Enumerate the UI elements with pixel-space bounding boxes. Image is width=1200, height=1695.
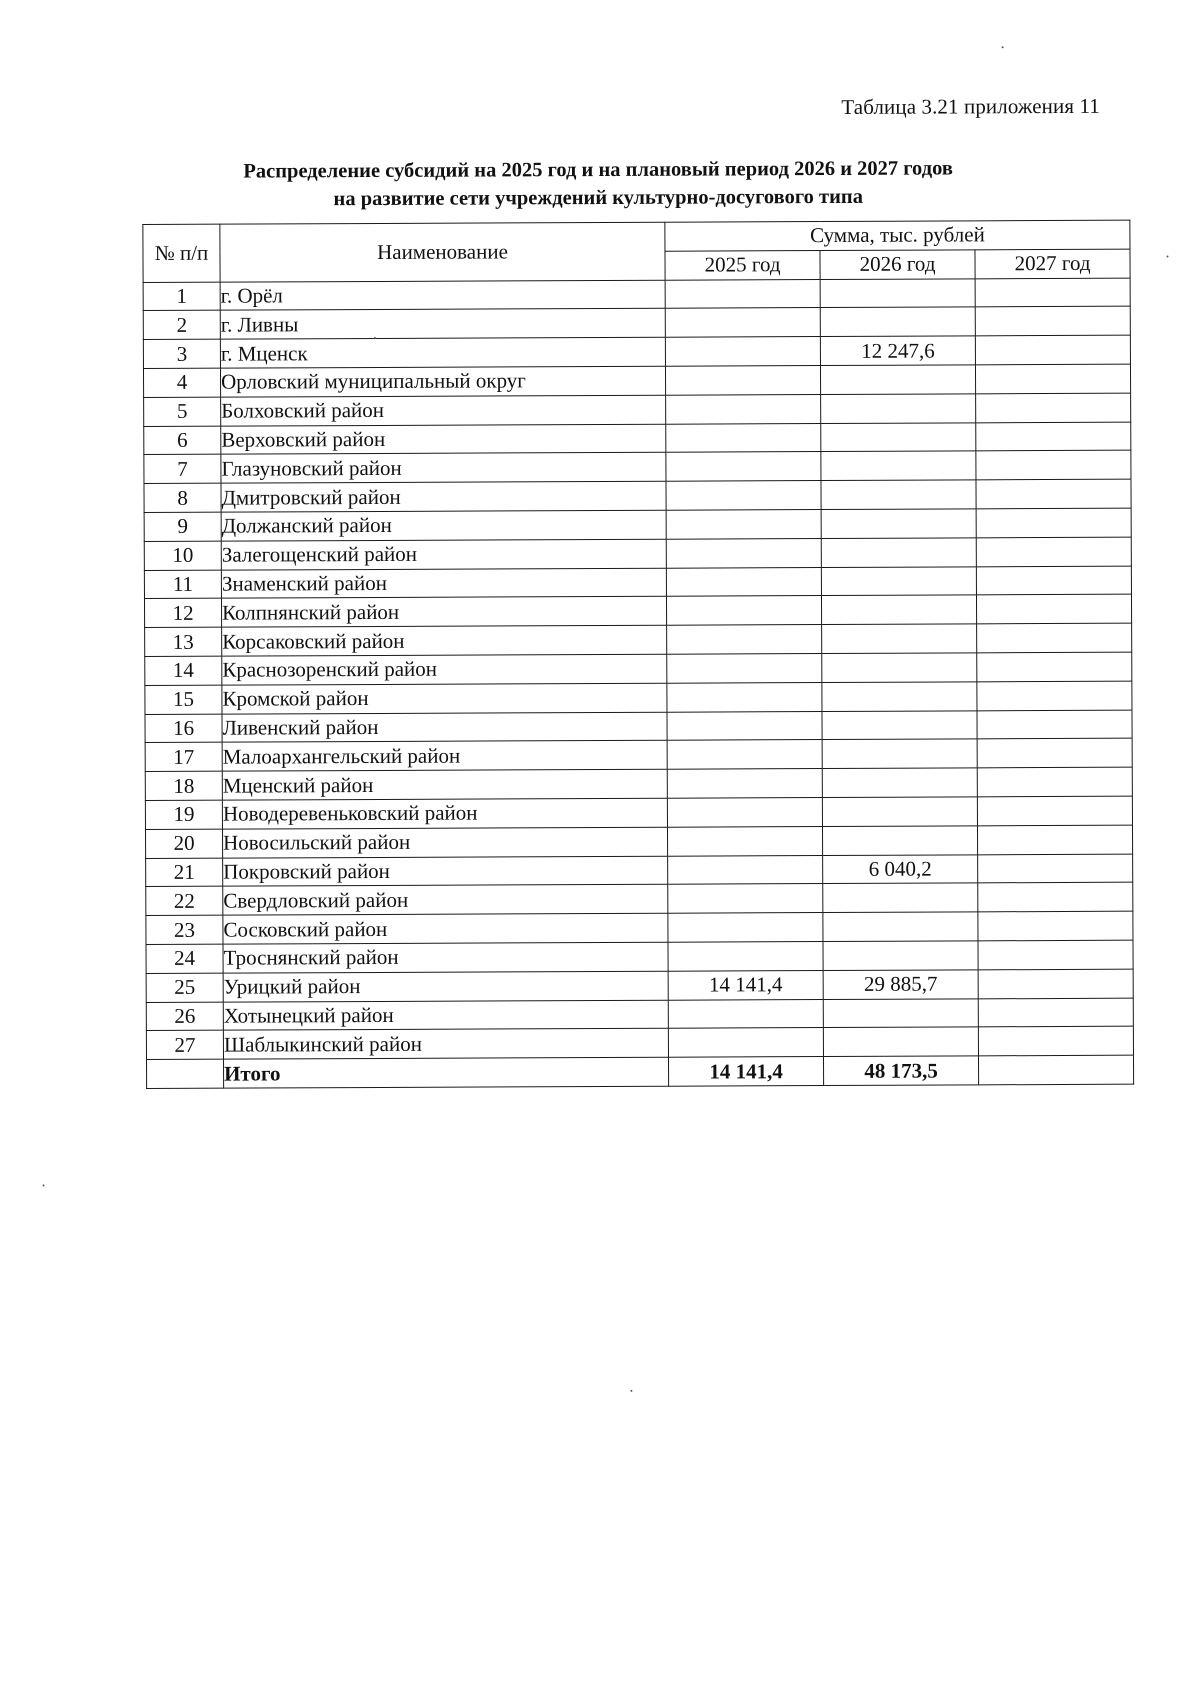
cell-name: Орловский муниципальный округ xyxy=(220,366,665,397)
cell-y2026 xyxy=(822,826,977,855)
cell-y2025 xyxy=(665,308,820,337)
cell-name: г. Мценск xyxy=(220,337,665,368)
cell-name: Хотынецкий район xyxy=(223,1000,668,1031)
total-cell-y2027 xyxy=(978,1055,1133,1084)
scan-speck xyxy=(1002,46,1004,48)
cell-name: Корсаковский район xyxy=(222,625,667,656)
cell-name: Шаблыкинский район xyxy=(223,1029,668,1060)
cell-name: Мценский район xyxy=(222,769,667,800)
scan-speck xyxy=(630,1390,632,1392)
cell-name: Знаменский район xyxy=(221,568,666,599)
table-row xyxy=(145,796,1132,829)
table-row xyxy=(146,911,1133,944)
cell-name: Покровский район xyxy=(223,856,668,887)
table-row xyxy=(145,681,1132,714)
cell-y2026: 6 040,2 xyxy=(823,854,978,883)
scan-speck xyxy=(374,337,376,339)
cell-y2025 xyxy=(666,452,821,481)
cell-y2027 xyxy=(978,1026,1133,1055)
cell-y2026 xyxy=(821,394,976,423)
table-row xyxy=(144,479,1131,512)
cell-y2027 xyxy=(977,623,1132,652)
subsidy-table xyxy=(142,220,1134,1089)
table-row xyxy=(144,595,1131,628)
cell-num: 27 xyxy=(146,1030,223,1059)
cell-num: 20 xyxy=(145,829,222,858)
table-row xyxy=(146,969,1133,1002)
table-row xyxy=(144,508,1131,541)
cell-y2025 xyxy=(666,481,821,510)
cell-y2025 xyxy=(667,625,822,654)
table-body xyxy=(143,278,1134,1089)
cell-num: 15 xyxy=(145,685,222,714)
cell-y2027 xyxy=(975,335,1130,364)
cell-y2027 xyxy=(975,307,1130,336)
cell-y2025 xyxy=(667,826,822,855)
cell-num: 11 xyxy=(144,570,221,599)
cell-y2026 xyxy=(822,797,977,826)
table-row xyxy=(145,652,1132,685)
cell-name: Глазуновский район xyxy=(221,453,666,484)
cell-y2025 xyxy=(667,797,822,826)
cell-y2027 xyxy=(977,767,1132,796)
cell-name: Краснозоренский район xyxy=(222,654,667,685)
cell-y2026 xyxy=(823,1027,978,1056)
cell-num: 7 xyxy=(144,455,221,484)
cell-num: 2 xyxy=(143,311,220,340)
cell-y2027 xyxy=(976,537,1131,566)
cell-y2026 xyxy=(821,595,976,624)
cell-y2027 xyxy=(977,652,1132,681)
cell-num: 22 xyxy=(146,886,223,915)
cell-y2026 xyxy=(822,768,977,797)
cell-name: Должанский район xyxy=(221,510,666,541)
table-row xyxy=(144,422,1131,455)
cell-y2027 xyxy=(976,422,1131,451)
cell-y2025: 14 141,4 xyxy=(668,970,823,999)
cell-y2025 xyxy=(667,769,822,798)
cell-y2027 xyxy=(977,739,1132,768)
title-line-2: на развитие сети учреждений культурно-досугового типа xyxy=(333,185,863,211)
cell-y2027 xyxy=(976,479,1131,508)
cell-num: 24 xyxy=(146,944,223,973)
header-year-2026: 2026 год xyxy=(820,250,975,279)
table-row xyxy=(144,451,1131,484)
cell-y2025 xyxy=(668,884,823,913)
document-title xyxy=(148,154,1048,214)
cell-y2027 xyxy=(977,796,1132,825)
cell-y2025 xyxy=(666,538,821,567)
cell-num: 25 xyxy=(146,973,223,1002)
cell-num: 12 xyxy=(144,599,221,628)
header-name: Наименование xyxy=(220,222,665,282)
cell-num: 6 xyxy=(144,426,221,455)
cell-y2026 xyxy=(823,998,978,1027)
cell-y2026 xyxy=(821,451,976,480)
cell-y2027 xyxy=(978,969,1133,998)
total-row xyxy=(147,1055,1134,1088)
cell-y2027 xyxy=(977,681,1132,710)
table-row xyxy=(144,393,1131,426)
table-row xyxy=(146,940,1133,973)
cell-y2026 xyxy=(823,941,978,970)
cell-name: г. Орёл xyxy=(220,280,665,311)
cell-num: 18 xyxy=(145,771,222,800)
table-row xyxy=(146,883,1133,916)
table-row xyxy=(143,278,1130,311)
total-cell-y2026: 48 173,5 xyxy=(823,1056,978,1085)
cell-num: 14 xyxy=(145,656,222,685)
cell-y2026 xyxy=(823,912,978,941)
cell-y2025 xyxy=(667,682,822,711)
cell-num: 10 xyxy=(144,541,221,570)
cell-num: 19 xyxy=(145,800,222,829)
cell-name: Болховский район xyxy=(221,395,666,426)
scan-speck xyxy=(1167,256,1169,258)
cell-y2025 xyxy=(666,510,821,539)
cell-y2027 xyxy=(976,595,1131,624)
table-row xyxy=(145,623,1132,656)
cell-y2025 xyxy=(666,596,821,625)
cell-num: 1 xyxy=(143,282,220,311)
cell-y2027 xyxy=(976,451,1131,480)
header-sum: Сумма, тыс. рублей xyxy=(665,220,1130,251)
cell-y2025 xyxy=(665,366,820,395)
table-row xyxy=(146,854,1133,887)
cell-num: 9 xyxy=(144,512,221,541)
cell-y2025 xyxy=(668,999,823,1028)
cell-y2026 xyxy=(821,566,976,595)
table-row xyxy=(143,335,1130,368)
header-num: № п/п xyxy=(143,224,220,282)
cell-y2026 xyxy=(820,307,975,336)
cell-y2026 xyxy=(823,883,978,912)
title-line-1: Распределение субсидий на 2025 год и на плановый период 2026 и 2027 годов xyxy=(243,157,953,183)
table-row xyxy=(143,307,1130,340)
total-cell-name: Итого xyxy=(224,1057,669,1088)
cell-y2027 xyxy=(976,566,1131,595)
cell-name: Залегощенский район xyxy=(221,539,666,570)
cell-y2025 xyxy=(668,1028,823,1057)
cell-y2027 xyxy=(978,998,1133,1027)
cell-name: Сосковский район xyxy=(223,913,668,944)
cell-y2026 xyxy=(820,278,975,307)
cell-y2026 xyxy=(822,682,977,711)
cell-y2026 xyxy=(822,653,977,682)
cell-y2027 xyxy=(975,364,1130,393)
cell-name: Троснянский район xyxy=(223,942,668,973)
cell-y2026: 12 247,6 xyxy=(820,336,975,365)
cell-num: 17 xyxy=(145,742,222,771)
cell-num: 21 xyxy=(146,858,223,887)
cell-y2027 xyxy=(977,710,1132,739)
cell-y2025 xyxy=(666,423,821,452)
cell-y2026 xyxy=(821,509,976,538)
cell-num: 8 xyxy=(144,483,221,512)
table-row xyxy=(144,537,1131,570)
cell-y2026 xyxy=(822,624,977,653)
table-reference: Таблица 3.21 приложения 11 xyxy=(841,93,1100,119)
cell-y2026 xyxy=(821,480,976,509)
cell-num: 5 xyxy=(144,397,221,426)
table-row xyxy=(143,364,1130,397)
cell-name: Малоархангельский район xyxy=(222,741,667,772)
table-row xyxy=(146,1026,1133,1059)
table-row xyxy=(145,825,1132,858)
table-row xyxy=(146,998,1133,1031)
total-cell-y2025: 14 141,4 xyxy=(668,1057,823,1086)
table-row xyxy=(145,767,1132,800)
table-row xyxy=(144,566,1131,599)
cell-num: 23 xyxy=(146,915,223,944)
cell-y2025 xyxy=(667,711,822,740)
cell-y2027 xyxy=(978,940,1133,969)
cell-y2027 xyxy=(978,883,1133,912)
cell-name: Урицкий район xyxy=(223,971,668,1002)
cell-name: Дмитровский район xyxy=(221,481,666,512)
cell-y2027 xyxy=(976,393,1131,422)
cell-y2026: 29 885,7 xyxy=(823,970,978,999)
scan-speck xyxy=(43,1184,45,1186)
cell-name: Свердловский район xyxy=(223,885,668,916)
cell-name: Кромской район xyxy=(222,683,667,714)
cell-y2025 xyxy=(668,855,823,884)
cell-y2026 xyxy=(822,739,977,768)
cell-name: г. Ливны xyxy=(220,309,665,340)
cell-name: Ливенский район xyxy=(222,712,667,743)
cell-num: 26 xyxy=(146,1002,223,1031)
cell-y2025 xyxy=(666,394,821,423)
cell-name: Новодеревеньковский район xyxy=(222,798,667,829)
cell-y2025 xyxy=(667,740,822,769)
cell-y2026 xyxy=(822,710,977,739)
cell-y2027 xyxy=(978,854,1133,883)
cell-num: 16 xyxy=(145,714,222,743)
cell-y2025 xyxy=(667,653,822,682)
cell-y2025 xyxy=(668,913,823,942)
cell-y2025 xyxy=(668,941,823,970)
total-cell-num xyxy=(147,1059,224,1088)
cell-y2025 xyxy=(666,567,821,596)
cell-y2026 xyxy=(820,365,975,394)
cell-name: Колпнянский район xyxy=(221,597,666,628)
cell-y2027 xyxy=(977,825,1132,854)
cell-num: 3 xyxy=(143,339,220,368)
table-row xyxy=(145,710,1132,743)
cell-y2027 xyxy=(976,508,1131,537)
header-year-2025: 2025 год xyxy=(665,250,820,279)
cell-num: 4 xyxy=(143,368,220,397)
cell-y2025 xyxy=(665,279,820,308)
cell-name: Верховский район xyxy=(221,424,666,455)
header-year-2027: 2027 год xyxy=(975,249,1130,278)
cell-y2025 xyxy=(665,337,820,366)
cell-y2027 xyxy=(978,911,1133,940)
cell-name: Новосильский район xyxy=(222,827,667,858)
cell-y2026 xyxy=(821,538,976,567)
cell-y2026 xyxy=(821,422,976,451)
cell-y2027 xyxy=(975,278,1130,307)
table-row xyxy=(145,739,1132,772)
cell-num: 13 xyxy=(145,627,222,656)
